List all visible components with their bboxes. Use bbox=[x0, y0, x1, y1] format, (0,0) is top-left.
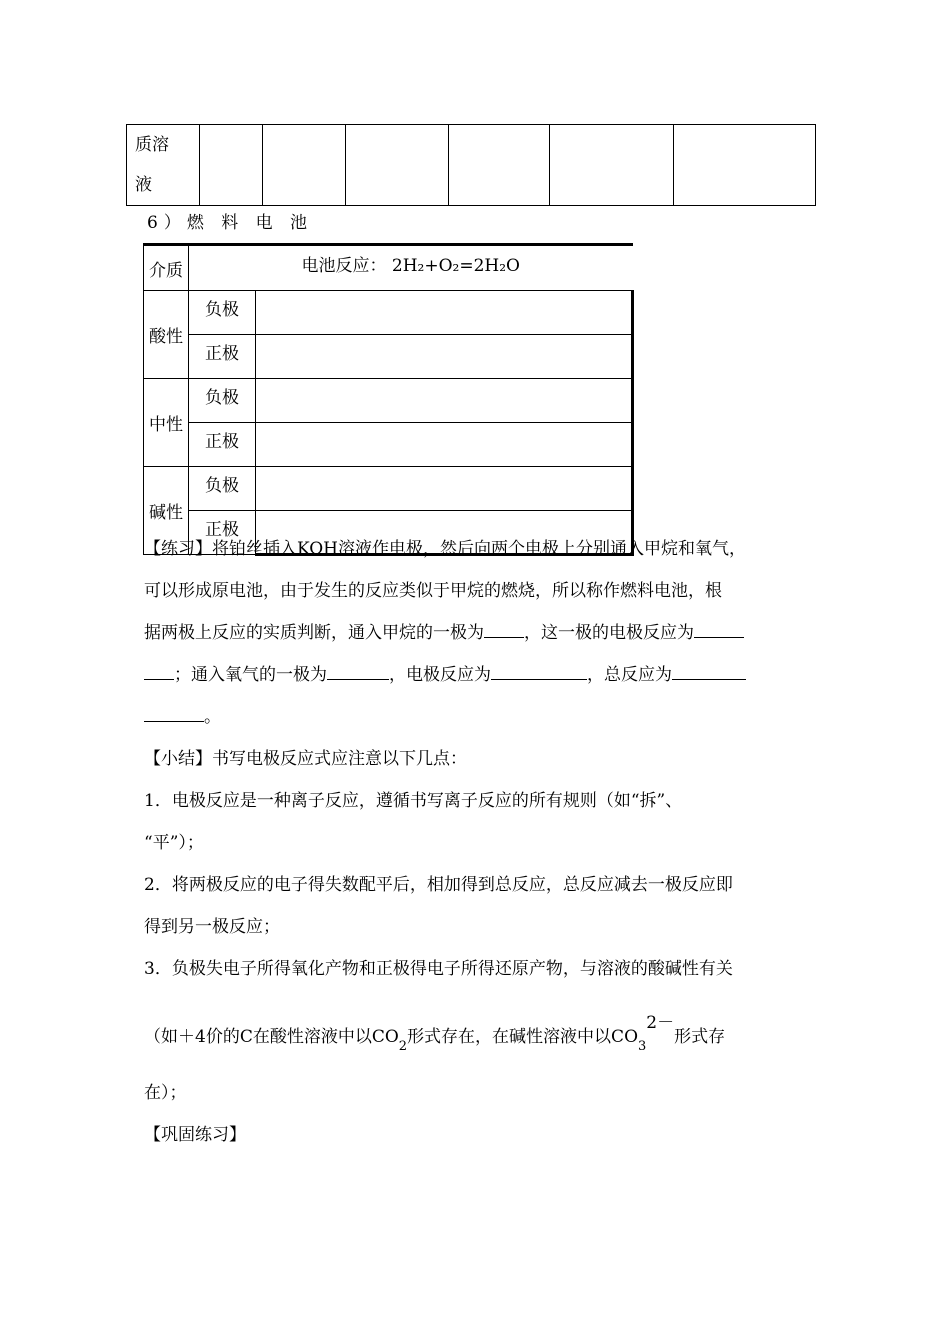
electrode-positive: 正极 bbox=[189, 511, 256, 555]
summary-title: 【小结】书写电极反应式应注意以下几点： bbox=[144, 749, 467, 769]
summary-text: 形式存在，在碱性溶液中以CO bbox=[407, 1027, 639, 1047]
cell-text-line1: 质溶 bbox=[135, 135, 169, 155]
medium-neutral: 中性 bbox=[144, 379, 189, 467]
practice-text: ，电极反应为 bbox=[389, 665, 491, 685]
summary-item bbox=[144, 1013, 809, 1060]
answer-blank bbox=[144, 720, 204, 722]
practice-text: ，总反应为 bbox=[587, 665, 672, 685]
practice-line: 可以形成原电池，由于发生的反应类似于甲烷的燃烧，所以称作燃料电池，根 bbox=[144, 581, 722, 601]
fuel-cell-table bbox=[143, 243, 634, 556]
electrode-negative: 负极 bbox=[189, 379, 256, 423]
answer-blank bbox=[327, 678, 389, 680]
summary-text: 形式存 bbox=[674, 1027, 726, 1047]
summary-item: 在）； bbox=[144, 1083, 187, 1103]
answer-blank bbox=[484, 636, 524, 638]
medium-header: 介质 bbox=[144, 245, 189, 291]
practice-text: ；通入氧气的一极为 bbox=[174, 665, 327, 685]
medium-alkaline: 碱性 bbox=[144, 467, 189, 555]
practice-text: 。 bbox=[204, 707, 221, 727]
summary-text: （如＋4价的C在酸性溶液中以CO bbox=[144, 1027, 399, 1047]
subscript: 3 bbox=[638, 1039, 647, 1054]
electrode-positive: 正极 bbox=[189, 335, 256, 379]
subscript: 2 bbox=[398, 1039, 408, 1054]
practice-line: 【练习】将铂丝插入KOH溶液作电极，然后向两个电极上分别通入甲烷和氧气， bbox=[144, 539, 747, 559]
table-cell bbox=[550, 125, 674, 206]
table-cell bbox=[346, 125, 449, 206]
medium-acid: 酸性 bbox=[144, 291, 189, 379]
answer-blank bbox=[694, 636, 744, 638]
consolidate-title: 【巩固练习】 bbox=[144, 1125, 246, 1145]
table-cell bbox=[449, 125, 550, 206]
practice-text: ，这一极的电极反应为 bbox=[524, 623, 694, 643]
answer-blank bbox=[491, 678, 587, 680]
practice-text: 据两极上反应的实质判断，通入甲烷的一极为 bbox=[144, 623, 484, 643]
summary-item: 3．负极失电子所得氧化产物和正极得电子所得还原产物，与溶液的酸碱性有关 bbox=[144, 959, 733, 979]
table-cell bbox=[263, 125, 346, 206]
answer-cell bbox=[256, 335, 633, 379]
table-cell-label bbox=[127, 125, 200, 206]
practice-line bbox=[144, 696, 809, 738]
cell-text-line2: 液 bbox=[135, 175, 152, 195]
answer-blank bbox=[672, 678, 746, 680]
answer-blank bbox=[144, 678, 174, 680]
answer-cell bbox=[256, 379, 633, 423]
section-title: 6）燃 料 电 池 bbox=[147, 213, 314, 233]
table-cell bbox=[674, 125, 816, 206]
summary-section bbox=[144, 738, 809, 1156]
electrode-positive: 正极 bbox=[189, 423, 256, 467]
summary-item: 得到另一极反应； bbox=[144, 917, 280, 937]
electrode-negative: 负极 bbox=[189, 291, 256, 335]
practice-paragraph bbox=[144, 528, 809, 738]
summary-item: 2．将两极反应的电子得失数配平后，相加得到总反应，总反应减去一极反应即 bbox=[144, 875, 733, 895]
summary-item: 1．电极反应是一种离子反应，遵循书写离子反应的所有规则（如“拆”、 bbox=[144, 791, 683, 811]
top-table bbox=[126, 124, 816, 206]
answer-cell bbox=[256, 291, 633, 335]
electrode-negative: 负极 bbox=[189, 467, 256, 511]
answer-cell bbox=[256, 467, 633, 511]
reaction-header: 电池反应： 2H₂+O₂=2H₂O bbox=[189, 245, 633, 291]
table-cell bbox=[200, 125, 263, 206]
superscript: 2－ bbox=[646, 1013, 675, 1033]
answer-cell bbox=[256, 423, 633, 467]
summary-item: “平”）； bbox=[144, 833, 204, 853]
practice-line bbox=[144, 654, 809, 696]
practice-line bbox=[144, 612, 809, 654]
